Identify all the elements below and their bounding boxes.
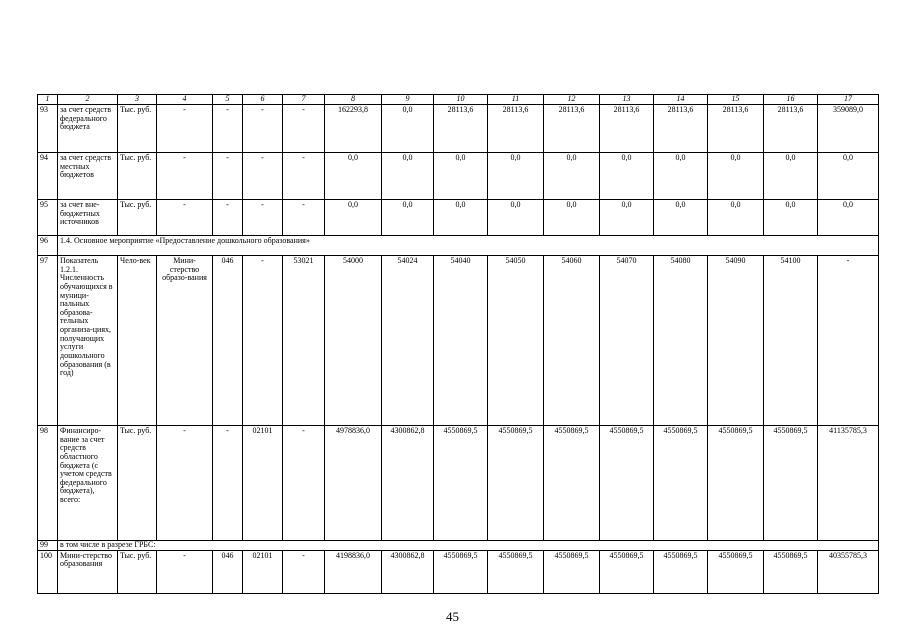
column-number: 16 [764, 95, 818, 105]
table-cell: 4978836,0 [325, 426, 382, 541]
table-cell: 0,0 [818, 153, 879, 200]
table-cell: 0,0 [764, 200, 818, 236]
table-row [38, 105, 879, 153]
column-number: 13 [600, 95, 654, 105]
table-cell: 0,0 [382, 200, 434, 236]
table-row [38, 200, 879, 236]
table-cell: 4550869,5 [488, 426, 544, 541]
table-cell: Мини-стерство образования [58, 550, 118, 593]
table-cell: 162293,8 [325, 105, 382, 153]
table-cell: 0,0 [600, 200, 654, 236]
table-row [38, 426, 879, 541]
table-cell: 0,0 [325, 200, 382, 236]
table-cell: 54024 [382, 256, 434, 426]
table-cell: 4300862,8 [382, 426, 434, 541]
table-cell: 54040 [434, 256, 488, 426]
column-number: 7 [283, 95, 325, 105]
table-cell: - [157, 200, 213, 236]
column-number: 12 [544, 95, 600, 105]
table-cell: - [283, 105, 325, 153]
page-number: 45 [446, 609, 459, 624]
table-row [38, 550, 879, 593]
table-cell: 28113,6 [708, 105, 764, 153]
table-cell: 0,0 [382, 153, 434, 200]
table-cell: 4550869,5 [654, 426, 708, 541]
table-cell: 0,0 [544, 153, 600, 200]
table-cell: 4550869,5 [544, 426, 600, 541]
table-cell: Тыс. руб. [118, 200, 157, 236]
table-cell: 02101 [243, 426, 283, 541]
column-number: 2 [58, 95, 118, 105]
table-cell: Чело-век [118, 256, 157, 426]
table-cell: 4550869,5 [434, 426, 488, 541]
table-cell: - [157, 426, 213, 541]
row-number-cell: 100 [38, 550, 58, 593]
table-cell: 0,0 [818, 200, 879, 236]
table-cell: 4550869,5 [434, 550, 488, 593]
table-cell: 0,0 [488, 153, 544, 200]
table-cell: за счет средств федерального бюджета [58, 105, 118, 153]
table-cell: - [213, 426, 243, 541]
table-cell: 4550869,5 [708, 426, 764, 541]
table-cell: 1.4. Основное мероприятие «Предоставление дошкольного образования» [58, 236, 879, 256]
table-cell: - [243, 153, 283, 200]
table-row [38, 153, 879, 200]
table-cell: 0,0 [600, 153, 654, 200]
column-number: 8 [325, 95, 382, 105]
column-number-row [38, 95, 879, 105]
table-cell: 28113,6 [434, 105, 488, 153]
table-cell: 4550869,5 [488, 550, 544, 593]
column-number: 14 [654, 95, 708, 105]
table-cell: Тыс. руб. [118, 153, 157, 200]
table-cell: 4550869,5 [544, 550, 600, 593]
table-cell: 0,0 [708, 200, 764, 236]
table-row [38, 541, 879, 551]
table-cell: 4550869,5 [764, 426, 818, 541]
row-number-cell: 96 [38, 236, 58, 256]
column-number: 17 [818, 95, 879, 105]
table-cell: - [157, 550, 213, 593]
table-cell: 28113,6 [764, 105, 818, 153]
table-cell: - [157, 153, 213, 200]
table-row [38, 256, 879, 426]
row-number-cell: 95 [38, 200, 58, 236]
table-cell: 4300862,8 [382, 550, 434, 593]
table-cell: - [283, 153, 325, 200]
column-number: 1 [38, 95, 58, 105]
table-cell: 28113,6 [654, 105, 708, 153]
table-cell: 4550869,5 [600, 550, 654, 593]
table-cell: - [818, 256, 879, 426]
table-cell: 4550869,5 [764, 550, 818, 593]
column-number: 9 [382, 95, 434, 105]
column-number: 4 [157, 95, 213, 105]
table-cell: 54000 [325, 256, 382, 426]
table-cell: - [243, 105, 283, 153]
table-cell: - [213, 153, 243, 200]
row-number-cell: 97 [38, 256, 58, 426]
table-cell: 54060 [544, 256, 600, 426]
table-cell: 0,0 [325, 153, 382, 200]
table-cell: 4550869,5 [708, 550, 764, 593]
row-number-cell: 94 [38, 153, 58, 200]
table-cell: - [213, 105, 243, 153]
table-cell: - [283, 200, 325, 236]
table-cell: 046 [213, 256, 243, 426]
table-cell: Тыс. руб. [118, 550, 157, 593]
table-cell: Показатель 1.2.1. Численность обучающихся в муници-пальных образова-тельных организа-циях, получающих услуги дошкольного образования (в год) [58, 256, 118, 426]
table-cell: 28113,6 [488, 105, 544, 153]
table-cell: Мини-стерство образо-вания [157, 256, 213, 426]
table-cell: 0,0 [382, 105, 434, 153]
table-cell: 54050 [488, 256, 544, 426]
column-number: 11 [488, 95, 544, 105]
column-number: 5 [213, 95, 243, 105]
table-cell: 4550869,5 [654, 550, 708, 593]
data-table [37, 94, 879, 594]
table-cell: - [243, 200, 283, 236]
table-cell: Финансиро-вание за счет средств областного бюджета (с учетом средств федерального бюджета), всего: [58, 426, 118, 541]
column-number: 15 [708, 95, 764, 105]
row-number-cell: 93 [38, 105, 58, 153]
table-cell: - [283, 426, 325, 541]
table-cell: 0,0 [654, 153, 708, 200]
table-cell: - [243, 256, 283, 426]
table-cell: 0,0 [434, 153, 488, 200]
table-cell: - [157, 105, 213, 153]
table-cell: за счет средств местных бюджетов [58, 153, 118, 200]
table-cell: 0,0 [544, 200, 600, 236]
column-number: 6 [243, 95, 283, 105]
table-cell: 54080 [654, 256, 708, 426]
table-row [38, 236, 879, 256]
table-body [38, 95, 879, 594]
table-cell: 359089,0 [818, 105, 879, 153]
table-cell: - [213, 200, 243, 236]
table-cell: 046 [213, 550, 243, 593]
table-cell: 53021 [283, 256, 325, 426]
table-cell: 40355785,3 [818, 550, 879, 593]
table-cell: 0,0 [708, 153, 764, 200]
table-cell: Тыс. руб. [118, 105, 157, 153]
table-cell: Тыс. руб. [118, 426, 157, 541]
table-cell: 54100 [764, 256, 818, 426]
table-cell: 54090 [708, 256, 764, 426]
row-number-cell: 98 [38, 426, 58, 541]
table-cell: - [283, 550, 325, 593]
table-cell: 0,0 [764, 153, 818, 200]
table-cell: 0,0 [488, 200, 544, 236]
table-cell: 28113,6 [544, 105, 600, 153]
table-cell: 28113,6 [600, 105, 654, 153]
column-number: 10 [434, 95, 488, 105]
table-cell: 41135785,3 [818, 426, 879, 541]
table-cell: 4550869,5 [600, 426, 654, 541]
column-number: 3 [118, 95, 157, 105]
row-number-cell: 99 [38, 541, 58, 551]
table-cell: 4198836,0 [325, 550, 382, 593]
table-cell: за счет вне-бюджетных источников [58, 200, 118, 236]
table-cell: 0,0 [434, 200, 488, 236]
table-cell: 54070 [600, 256, 654, 426]
table-cell: в том числе в разрезе ГРБС: [58, 541, 879, 551]
table-cell: 0,0 [654, 200, 708, 236]
table-cell: 02101 [243, 550, 283, 593]
